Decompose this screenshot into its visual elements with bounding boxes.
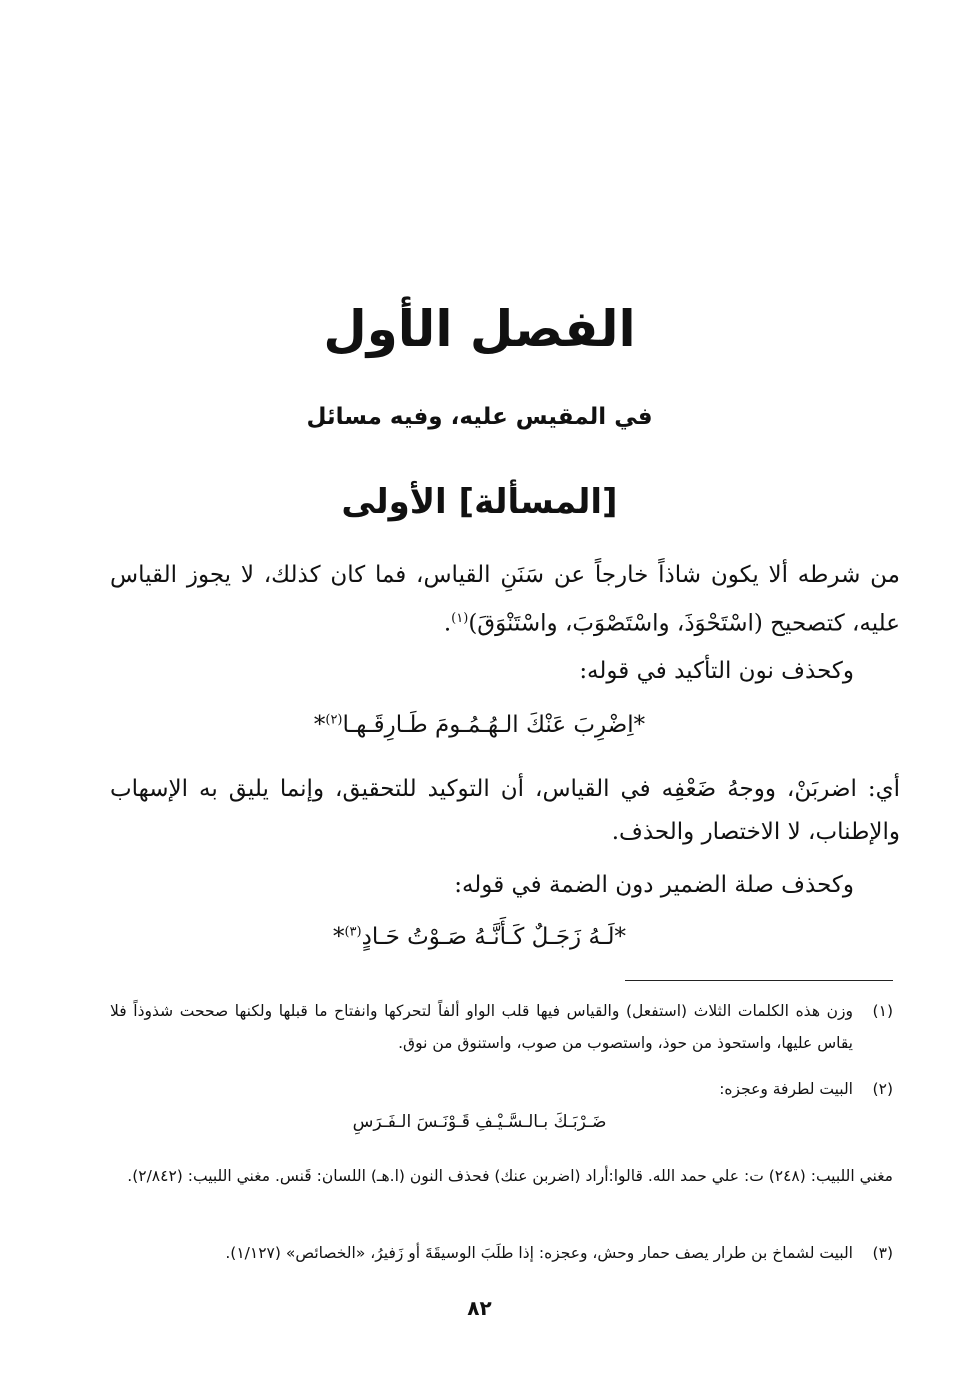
footnote-2-source: مغني اللبيب: (٢٤٨) ت: علي حمد الله. قالوا:أراد (اضربن عنك) فحذف النون (ا.هـ) اللسان: قَنس. مغني اللبيب: (٢/٨٤٢). (127, 1167, 893, 1185)
verse-1-end: * (313, 712, 326, 738)
footnote-separator (625, 980, 893, 981)
footnote-3-number: (٣) (872, 1244, 893, 1262)
footnote-ref-1: (١) (451, 611, 469, 626)
footnote-2-verse: ضَـرْبَـكَ بـالـسَّـيْـفِ قَـوْنَـسَ الـفَـرَسِ (352, 1112, 607, 1132)
verse-2 (0, 924, 959, 950)
paragraph-1-end: . (443, 610, 452, 637)
paragraph-2: أي: اضربَنْ، ووجهُ ضَعْفِه في القياس، أن التوكيد للتحقيق، وإنما يليق به الإسهاب والإطناب، لا الاختصار والحذف. (110, 776, 900, 845)
footnote-2-number: (٢) (872, 1080, 893, 1098)
footnote-2-intro: البيت لطرفة وعجزه: (719, 1080, 853, 1098)
verse-2-text: *لَـهُ زَجَـلٌ كَـأَنَّـهُ صَـوْتُ حَـادٍ (361, 924, 627, 950)
section-title: [المسألة] الأولى (341, 482, 618, 522)
footnote-3-text: البيت لشماخ بن طرار يصف حمار وحش، وعجزه: إذا طلَبَ الوسيقَةَ أو زَفيرُ، «الخصائص» (١/١٢٧). (225, 1244, 853, 1262)
text-line-silat-damir: وكحذف صلة الضمير دون الضمة في قوله: (454, 872, 854, 898)
verse-1-text: *اِضْرِبَ عَنْكَ الـهُـمُـومَ طَـارِقَـهـا (342, 712, 646, 738)
footnote-3 (110, 1237, 893, 1269)
verse-1 (0, 712, 959, 738)
chapter-title: الفصل الأول (323, 300, 636, 358)
text-line-nun-tawkid: وكحذف نون التأكيد في قوله: (579, 658, 854, 684)
paragraph-1 (110, 554, 900, 646)
footnote-1 (110, 995, 893, 1059)
paragraph-1-text: من شرطه ألا يكون شاذاً خارجاً عن سَنَنِ القياس، فما كان كذلك، لا يجوز القياس عليه، كتصحيح (اسْتَحْوَذَ، واسْتَصْوَبَ، واسْتَنْوَقَ) (110, 562, 900, 637)
footnote-2 (110, 1073, 893, 1105)
footnote-1-text: وزن هذه الكلمات الثلاث (استفعل) والقياس فيها قلب الواو ألفاً لتحركها وانفتاح ما قبلها ولكنها صححت شذوذاً فلا يقاس عليها، واستحوذ من حوذ، واستصوب من صوب، واستنوق من نوق. (110, 1002, 853, 1052)
page-number: ٨٢ (467, 1296, 492, 1320)
footnote-ref-3: (٣) (344, 924, 362, 940)
verse-2-end: * (332, 924, 345, 950)
chapter-subtitle: في المقيس عليه، وفيه مسائل (306, 404, 653, 430)
footnote-ref-2: (٢) (325, 712, 343, 728)
footnote-1-number: (١) (872, 1002, 893, 1020)
